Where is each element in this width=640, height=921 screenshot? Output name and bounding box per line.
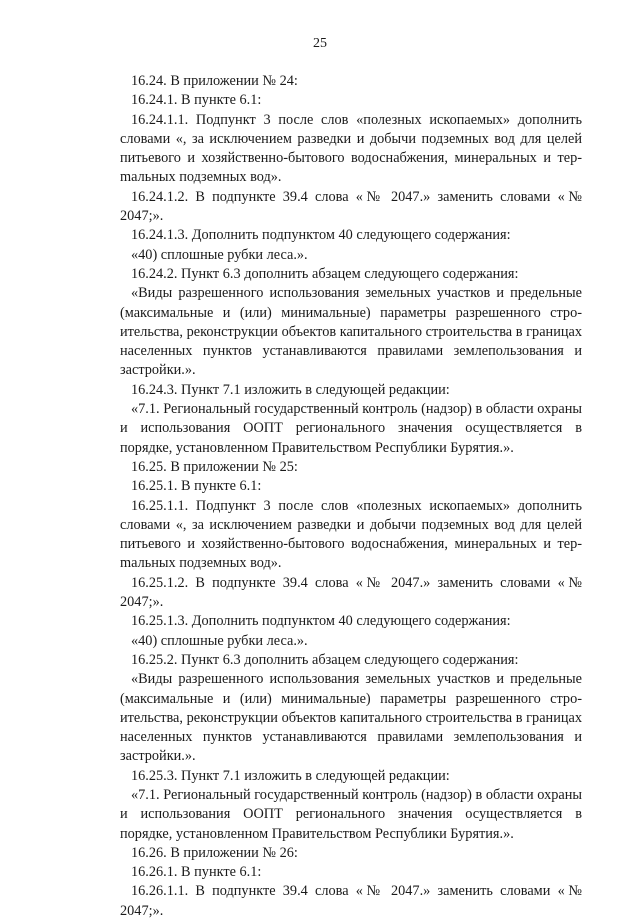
paragraph: 16.24.1. В пункте 6.1: (131, 92, 262, 109)
paragraph: «Виды разрешенного использования земельных участков и предельные (максимальные и (или) минимальные) параметры разрешенного строительства, реконструкции объектов капитального строительства в границах населенных пунктов устанавливаются правилами землепользования и застройки.». (120, 671, 582, 765)
paragraph: «Виды разрешенного использования земельных участков и предельные (максимальные и (или) минимальные) параметры разрешенного строительства, реконструкции объектов капитального строительства в границах населенных пунктов устанавливаются правилами землепользования и застройки.». (120, 285, 582, 379)
paragraph: «7.1. Региональный государственный контроль (надзор) в области охраны и использования ООПТ регионального значения осуществляется в порядке, установленном Правительством Республики Бурятия.». (120, 401, 582, 456)
paragraph: 16.26.1. В пункте 6.1: (131, 864, 262, 881)
paragraph: 16.25.1.2. В подпункте 39.4 слова «№ 2047.» заменить словами «№ 2047;». (120, 574, 582, 611)
paragraph: «40) сплошные рубки леса.». (131, 632, 308, 649)
paragraph: 16.24.1.1. Подпункт 3 после слов «полезных ископаемых» дополнить словами «, за исключением разведки и добычи подземных вод для целей питьевого и хозяйственно-бытового водоснабжения, минеральных и терmальных подземных вод». (120, 111, 582, 186)
paragraph: 16.25.2. Пункт 6.3 дополнить абзацем следующего содержания: (131, 651, 519, 668)
paragraph: 16.24.2. Пункт 6.3 дополнить абзацем следующего содержания: (131, 265, 519, 282)
paragraph: 16.24.1.3. Дополнить подпунктом 40 следующего содержания: (131, 227, 511, 244)
paragraph: 16.24.1.2. В подпункте 39.4 слова «№ 2047.» заменить словами «№ 2047;». (120, 188, 582, 225)
paragraph: 16.26. В приложении № 26: (131, 844, 298, 861)
document-body (120, 72, 582, 921)
paragraph: «7.1. Региональный государственный контроль (надзор) в области охраны и использования ООПТ регионального значения осуществляется в порядке, установленном Правительством Республики Бурятия.». (120, 786, 582, 842)
paragraph: «40) сплошные рубки леса.». (131, 246, 308, 263)
paragraph: 16.24.3. Пункт 7.1 изложить в следующей редакции: (131, 381, 450, 398)
paragraph: 16.24. В приложении № 24: (131, 73, 298, 89)
paragraph: 16.25.1.1. Подпункт 3 после слов «полезных ископаемых» дополнить словами «, за исключением разведки и добычи подземных вод для целей питьевого и хозяйственно-бытового водоснабжения, минеральных и терmальных подземных вод». (120, 497, 582, 572)
paragraph: 16.25.3. Пункт 7.1 изложить в следующей редакции: (131, 767, 450, 784)
page-number: 25 (313, 36, 327, 51)
paragraph: 16.25. В приложении № 25: (131, 458, 298, 475)
paragraph: 16.26.1.1. В подпункте 39.4 слова «№ 2047.» заменить словами «№ 2047;». (120, 883, 582, 919)
paragraph: 16.25.1.3. Дополнить подпунктом 40 следующего содержания: (131, 613, 511, 630)
paragraph: 16.25.1. В пункте 6.1: (131, 478, 262, 495)
